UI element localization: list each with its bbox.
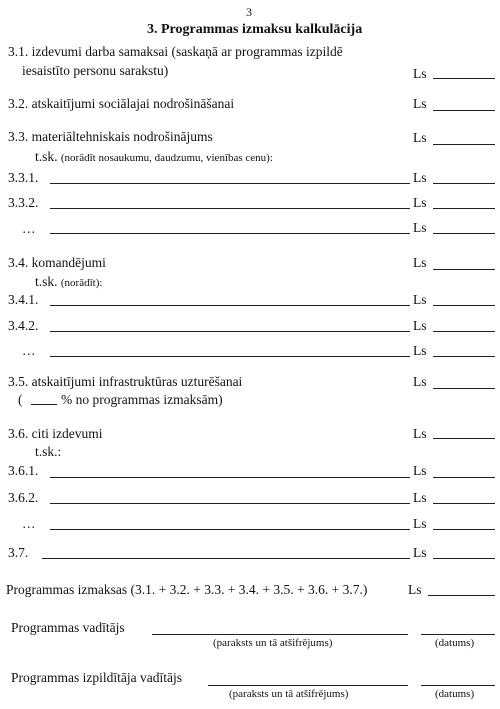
ellipsis-label: … — [22, 516, 36, 531]
item-3-6-more-description-field[interactable] — [50, 529, 410, 530]
currency-label: Ls — [413, 490, 427, 505]
currency-label: Ls — [413, 195, 427, 210]
item-3-3-more-amount-field[interactable] — [433, 233, 495, 234]
total-label: Programmas izmaksas (3.1. + 3.2. + 3.3. + 3.4. + 3.5. + 3.6. + 3.7.) — [6, 582, 368, 597]
item-3-7-description-field[interactable] — [42, 558, 410, 559]
program-leader-label: Programmas vadītājs — [11, 620, 125, 635]
item-3-4-more-amount-field[interactable] — [433, 356, 495, 357]
item-3-5-paren-open: ( — [18, 392, 23, 407]
item-3-6-subheading: t.sk.: — [35, 444, 62, 459]
item-3-5-label: 3.5. atskaitījumi infrastruktūras uzturēšanai — [8, 374, 243, 389]
item-3-4-2-amount-field[interactable] — [433, 331, 495, 332]
date-caption: (datums) — [435, 688, 475, 700]
currency-label: Ls — [413, 96, 427, 111]
currency-label: Ls — [413, 130, 427, 145]
item-3-4-label: 3.4. komandējumi — [8, 255, 106, 270]
currency-label: Ls — [408, 582, 422, 597]
item-3-5-percent-text: % no programmas izmaksām) — [61, 392, 223, 407]
item-3-5-percent-field[interactable] — [31, 404, 57, 405]
item-3-4-amount-field[interactable] — [433, 269, 495, 270]
item-3-6-2-amount-field[interactable] — [433, 503, 495, 504]
item-3-3-1-amount-field[interactable] — [433, 183, 495, 184]
item-3-1-amount-field[interactable] — [433, 78, 495, 79]
item-3-6-more-amount-field[interactable] — [433, 529, 495, 530]
item-3-4-1-label: 3.4.1. — [8, 292, 39, 307]
currency-label: Ls — [413, 374, 427, 389]
signature-caption: (paraksts un tā atšifrējums) — [229, 688, 349, 700]
item-3-3-1-description-field[interactable] — [50, 183, 410, 184]
item-3-3-label: 3.3. materiāltehniskais nodrošinājums — [8, 129, 213, 144]
currency-label: Ls — [413, 343, 427, 358]
total-amount-field[interactable] — [428, 595, 495, 596]
currency-label: Ls — [413, 516, 427, 531]
item-3-4-2-label: 3.4.2. — [8, 318, 39, 333]
item-3-6-2-description-field[interactable] — [50, 503, 410, 504]
item-3-1-label-line2: iesaistīto personu sarakstu) — [22, 63, 169, 78]
currency-label: Ls — [413, 545, 427, 560]
executor-leader-date-field[interactable] — [421, 685, 495, 686]
item-3-3-subheading: t.sk. (norādīt nosaukumu, daudzumu, vienības cenu): — [35, 149, 273, 164]
item-3-4-subheading: t.sk. (norādīt): — [35, 274, 103, 289]
item-3-3-amount-field[interactable] — [433, 144, 495, 145]
ellipsis-label: … — [22, 343, 36, 358]
currency-label: Ls — [413, 463, 427, 478]
item-3-6-2-label: 3.6.2. — [8, 490, 39, 505]
program-leader-signature-field[interactable] — [152, 634, 408, 635]
currency-label: Ls — [413, 292, 427, 307]
currency-label: Ls — [413, 318, 427, 333]
item-3-6-amount-field[interactable] — [433, 438, 495, 439]
item-3-1-label-line1: 3.1. izdevumi darba samaksai (saskaņā ar programmas izpildē — [8, 44, 343, 59]
date-caption: (datums) — [435, 637, 475, 649]
item-3-7-label: 3.7. — [8, 545, 29, 560]
item-3-3-1-label: 3.3.1. — [8, 170, 39, 185]
executor-leader-label: Programmas izpildītāja vadītājs — [11, 670, 182, 685]
item-3-4-1-description-field[interactable] — [50, 305, 410, 306]
item-3-5-amount-field[interactable] — [433, 388, 495, 389]
item-3-3-2-description-field[interactable] — [50, 208, 410, 209]
item-3-3-2-amount-field[interactable] — [433, 208, 495, 209]
program-leader-date-field[interactable] — [421, 634, 495, 635]
item-3-6-1-label: 3.6.1. — [8, 463, 39, 478]
executor-leader-signature-field[interactable] — [208, 685, 408, 686]
signature-caption: (paraksts un tā atšifrējums) — [213, 637, 333, 649]
item-3-6-1-description-field[interactable] — [50, 477, 410, 478]
currency-label: Ls — [413, 66, 427, 81]
item-3-4-2-description-field[interactable] — [50, 331, 410, 332]
item-3-4-more-description-field[interactable] — [50, 356, 410, 357]
item-3-6-label: 3.6. citi izdevumi — [8, 426, 103, 441]
item-3-2-amount-field[interactable] — [433, 110, 495, 111]
page-number: 3 — [246, 5, 252, 19]
ellipsis-label: … — [22, 221, 36, 236]
item-3-2-label: 3.2. atskaitījumi sociālajai nodrošināšanai — [8, 96, 235, 111]
currency-label: Ls — [413, 255, 427, 270]
item-3-3-2-label: 3.3.2. — [8, 195, 39, 210]
item-3-7-amount-field[interactable] — [433, 558, 495, 559]
currency-label: Ls — [413, 426, 427, 441]
item-3-6-1-amount-field[interactable] — [433, 477, 495, 478]
section-title: 3. Programmas izmaksu kalkulācija — [147, 22, 363, 37]
item-3-3-more-description-field[interactable] — [50, 233, 410, 234]
currency-label: Ls — [413, 170, 427, 185]
currency-label: Ls — [413, 220, 427, 235]
item-3-4-1-amount-field[interactable] — [433, 305, 495, 306]
